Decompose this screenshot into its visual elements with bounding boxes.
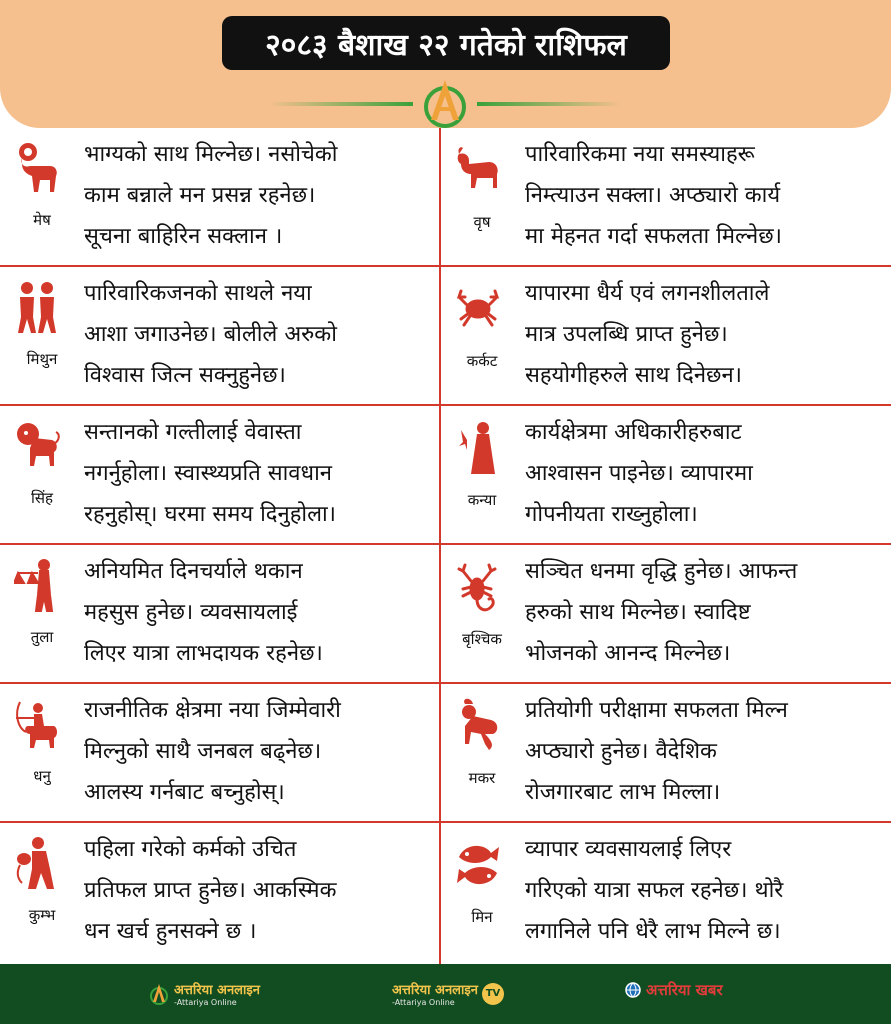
sign-cell-makar bbox=[441, 684, 891, 822]
sign-name: मकर bbox=[468, 769, 496, 787]
sign-prediction: व्यापार व्यवसायलाई लिएर गरिएको यात्रा सफल रहनेछ। थोरै लगानिले पनि धेरै लाभ मिल्ने छ। bbox=[525, 837, 784, 944]
sign-name: मिन bbox=[471, 908, 493, 926]
sign-name: कुम्भ bbox=[28, 906, 56, 924]
page-title: २०८३ बैशाख २२ गतेको राशिफल bbox=[222, 16, 670, 70]
sign-name: बृश्चिक bbox=[462, 630, 502, 648]
sign-cell-karkat bbox=[441, 267, 891, 405]
sign-name: मेष bbox=[33, 211, 51, 229]
sign-cell-mesh bbox=[0, 128, 439, 266]
attariya-logo-icon bbox=[415, 74, 475, 130]
horoscope-grid bbox=[0, 128, 891, 964]
logo-right-line bbox=[477, 102, 622, 106]
sign-prediction: पारिवारिकमा नया समस्याहरू निम्त्याउन सक्ला। अप्ठ्यारो कार्य मा मेहनत गर्दा सफलता मिल्नेछ। bbox=[525, 142, 782, 249]
sign-cell-tula bbox=[0, 545, 439, 683]
sign-cell-kanya bbox=[441, 406, 891, 544]
sign-cell-brish bbox=[441, 128, 891, 266]
brand-name: अत्तरिया खबर bbox=[646, 981, 723, 999]
sign-prediction: भाग्यको साथ मिल्नेछ। नसोचेको काम बन्नाले मन प्रसन्न रहनेछ। सूचना बाहिरिन सक्लान । bbox=[84, 142, 338, 249]
logo-left-line bbox=[268, 102, 413, 106]
brand-attariya-online[interactable] bbox=[148, 980, 260, 1007]
sign-prediction: यापारमा धैर्य एवं लगनशीलताले मात्र उपलब्धि प्राप्त हुनेछ। सहयोगीहरुले साथ दिनेछन। bbox=[525, 281, 770, 388]
sign-prediction: कार्यक्षेत्रमा अधिकारीहरुबाट आश्वासन पाइनेछ। व्यापारमा गोपनीयता राख्नुहोला। bbox=[525, 420, 753, 527]
sign-prediction: पारिवारिकजनको साथले नया आशा जगाउनेछ। बोलीले अरुको विश्वास जित्न सक्नुहुनेछ। bbox=[84, 281, 337, 388]
tv-badge: TV bbox=[482, 983, 504, 1005]
sign-cell-singha bbox=[0, 406, 439, 544]
sign-name: कन्या bbox=[467, 491, 497, 509]
brand-name: अत्तरिया अनलाइन bbox=[174, 983, 260, 998]
sign-name: सिंह bbox=[31, 489, 53, 507]
goat-icon bbox=[455, 698, 501, 754]
sign-name: तुला bbox=[30, 628, 54, 646]
attariya-logo-icon bbox=[148, 982, 170, 1006]
sign-cell-min bbox=[441, 823, 891, 961]
sign-cell-kumbha bbox=[0, 823, 439, 961]
crab-icon bbox=[455, 281, 501, 337]
sign-name: मिथुन bbox=[26, 350, 58, 368]
brand-attariya-tv[interactable] bbox=[392, 980, 504, 1007]
ram-icon bbox=[14, 140, 60, 196]
twins-icon bbox=[14, 279, 60, 335]
header-banner bbox=[0, 0, 891, 128]
archer-icon bbox=[14, 696, 60, 752]
sign-prediction: प्रतियोगी परीक्षामा सफलता मिल्न अप्ठ्यारो हुनेछ। वैदेशिक रोजगारबाट लाभ मिल्ला। bbox=[525, 698, 788, 805]
lion-icon bbox=[14, 418, 60, 474]
scales-icon bbox=[14, 557, 60, 613]
sign-prediction: पहिला गरेको कर्मको उचित प्रतिफल प्राप्त हुनेछ। आकस्मिक धन खर्च हुनसक्ने छ । bbox=[84, 837, 337, 944]
scorpion-icon bbox=[455, 559, 501, 615]
sign-name: वृष bbox=[473, 213, 491, 231]
sign-cell-mithun bbox=[0, 267, 439, 405]
maiden-icon bbox=[455, 420, 501, 476]
sign-name: धनु bbox=[33, 767, 51, 785]
brand-subtitle: -Attariya Online bbox=[174, 998, 237, 1007]
brand-subtitle: -Attariya Online bbox=[392, 998, 455, 1007]
fish-icon bbox=[455, 837, 501, 893]
sign-name: कर्कट bbox=[466, 352, 498, 370]
sign-cell-dhanu bbox=[0, 684, 439, 822]
brand-name: अत्तरिया अनलाइन bbox=[392, 983, 478, 998]
globe-icon bbox=[624, 981, 642, 999]
sign-prediction: अनियमित दिनचर्याले थकान महसुस हुनेछ। व्यवसायलाई लिएर यात्रा लाभदायक रहनेछ। bbox=[84, 559, 323, 666]
sign-prediction: सञ्चित धनमा वृद्धि हुनेछ। आफन्त हरुको साथ मिल्नेछ। स्वादिष्ट भोजनको आनन्द मिल्नेछ। bbox=[525, 559, 798, 666]
sign-cell-brishchik bbox=[441, 545, 891, 683]
bull-icon bbox=[455, 142, 501, 198]
footer-bar bbox=[0, 964, 891, 1024]
brand-attariya-khabar[interactable] bbox=[624, 980, 723, 1000]
sign-prediction: राजनीतिक क्षेत्रमा नया जिम्मेवारी मिल्नुको साथै जनबल बढ्नेछ। आलस्य गर्नबाट बच्नुहोस्। bbox=[84, 698, 341, 805]
sign-prediction: सन्तानको गल्तीलाई वेवास्ता नगर्नुहोला। स्वास्थ्यप्रति सावधान रहनुहोस्। घरमा समय दिनुहोला। bbox=[84, 420, 337, 527]
water-bearer-icon bbox=[14, 835, 60, 891]
